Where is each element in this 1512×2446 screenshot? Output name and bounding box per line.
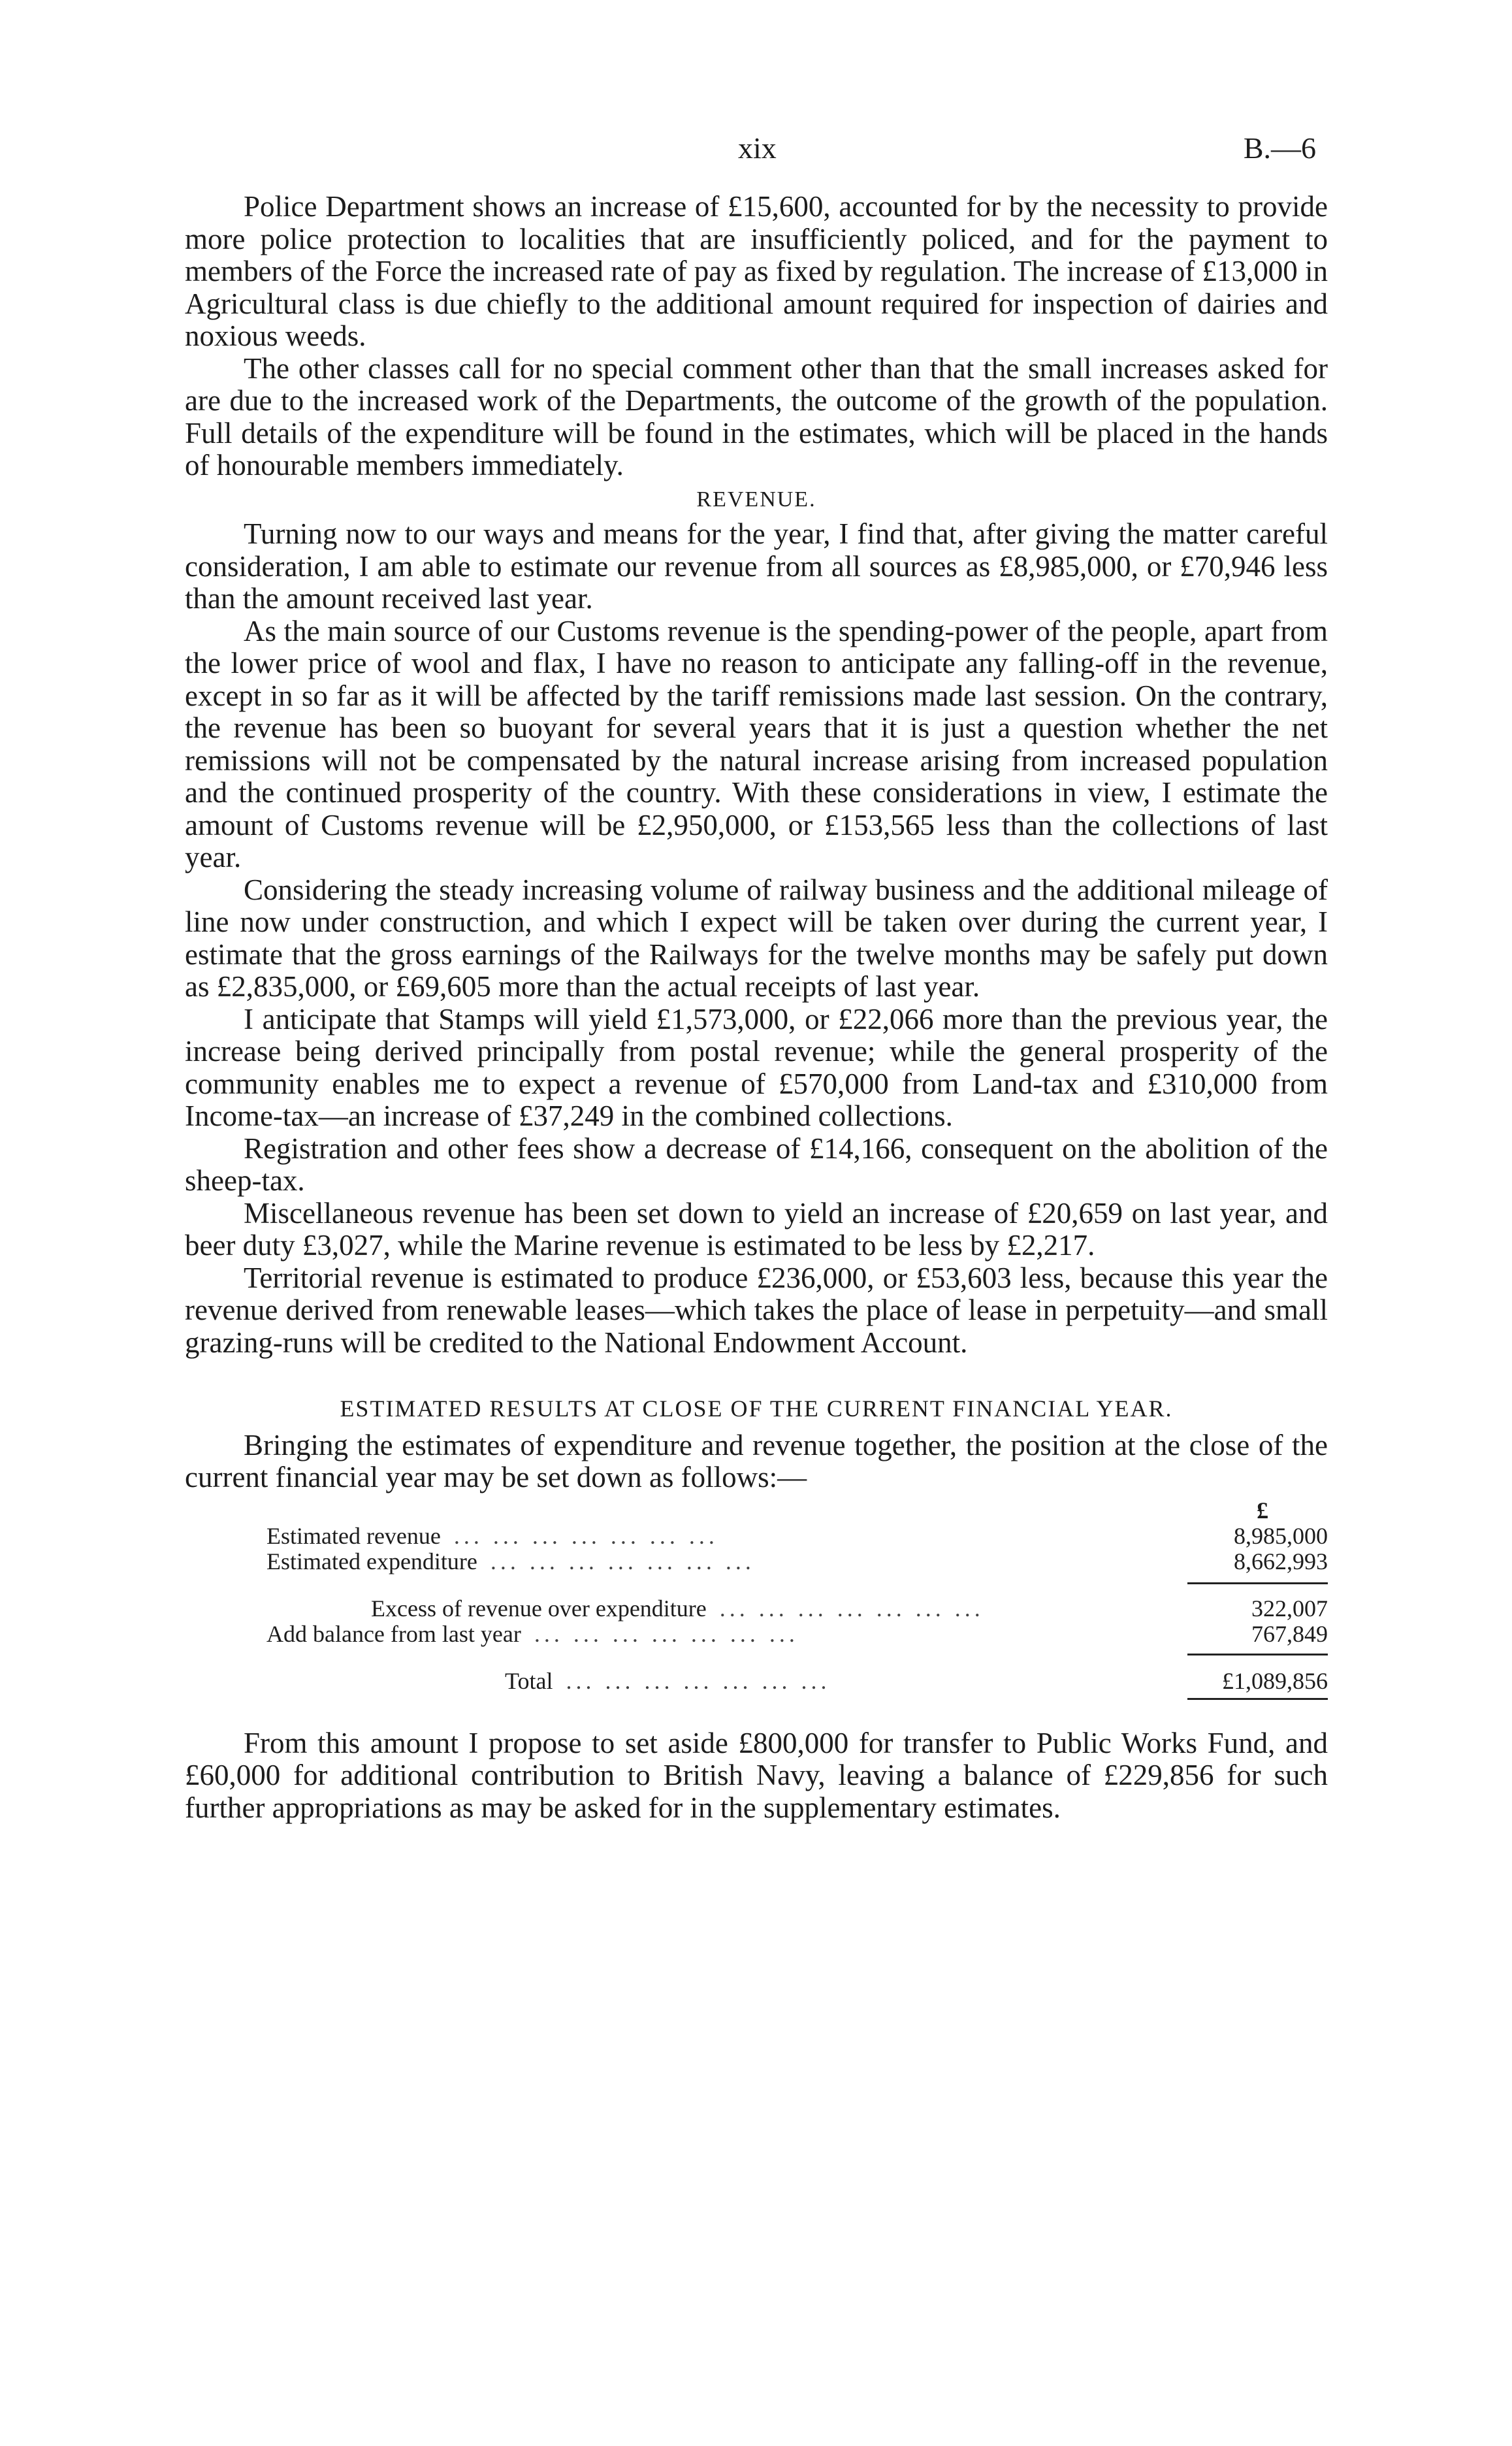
- results-heading: ESTIMATED RESULTS AT CLOSE OF THE CURRENT FINANCIAL YEAR.: [340, 1395, 1173, 1422]
- dot-leader: ... ... ... ... ... ... ...: [566, 1668, 831, 1694]
- paragraph-stamps: I anticipate that Stamps will yield £1,573,000, or £22,066 more than the previous year, the increase being derived principally from postal revenue; while the general prosperity of the community enables me to expect a revenue of £570,000 from Land-tax and £310,000 from Income-tax—an increase of £37,249 in the combined collections.: [185, 1002, 1328, 1132]
- dot-leader: ... ... ... ... ... ... ...: [719, 1595, 984, 1622]
- total-rule: [1187, 1654, 1328, 1655]
- page-number: xix: [738, 131, 777, 165]
- paragraph-customs: As the main source of our Customs revenue is the spending-power of the people, apart from the lower price of wool and flax, I have no reason to anticipate any falling-off in the revenue, except in so far as it will be affected by the tariff remissions made last session. On the contrary, the revenue has been so buoyant for several years that it is just a question whether the net remissions will not be compensated by the natural increase arising from increased population and the continued prosperity of the country. With these considerations in view, I estimate the amount of Customs revenue will be £2,950,000, or £153,565 less than the collections of last year.: [185, 614, 1328, 873]
- excess-label: Excess of revenue over expenditure: [371, 1595, 707, 1622]
- document-reference: B.—6: [1243, 131, 1316, 165]
- financial-statement: [185, 1498, 1328, 1700]
- paragraph-miscellaneous: Miscellaneous revenue has been set down to yield an increase of £20,659 on last year, and beer duty £3,027, while the Marine revenue is estimated to be less by £2,217.: [185, 1196, 1328, 1262]
- excess-row: [185, 1596, 1328, 1622]
- revenue-heading: REVENUE.: [696, 487, 816, 512]
- paragraph-ways-and-means: Turning now to our ways and means for the year, I find that, after giving the matter careful consideration, I am able to estimate our revenue from all sources as £8,985,000, or £70,946 less than the amount received last year.: [185, 517, 1328, 615]
- balance-amount: 767,849: [1251, 1620, 1328, 1647]
- statement-row: [185, 1524, 1328, 1549]
- statement-amount: 8,662,993: [1234, 1548, 1328, 1574]
- paragraph-closing: From this amount I propose to set aside £800,000 for transfer to Public Works Fund, and £60,000 for additional contribution to British Navy, leaving a balance of £229,856 for such further appropriations as may be asked for in the supplementary estimates.: [185, 1726, 1328, 1824]
- excess-amount: 322,007: [1251, 1595, 1328, 1622]
- paragraph-railways: Considering the steady increasing volume of railway business and the additional mileage of line now under construction, and which I expect will be taken over during the current year, I estimate that the gross earnings of the Railways for the twelve months may be safely put down as £2,835,000, or £69,605 more than the actual receipts of last year.: [185, 873, 1328, 1003]
- statement-label: Estimated expenditure: [266, 1548, 477, 1574]
- dot-leader: ... ... ... ... ... ... ...: [534, 1621, 799, 1647]
- document-body: [185, 191, 1328, 1824]
- spacer: [185, 1705, 1328, 1727]
- currency-symbol: £: [1257, 1497, 1268, 1524]
- paragraph-territorial: Territorial revenue is estimated to produce £236,000, or £53,603 less, because this year the revenue derived from renewable leases—which takes the place of lease in perpetuity—and small grazing-runs will be credited to the National Endowment Account.: [185, 1261, 1328, 1359]
- page-header: [0, 131, 1512, 176]
- total-row: [185, 1669, 1328, 1694]
- paragraph-results-intro: Bringing the estimates of expenditure and revenue together, the position at the close of the current financial year may be set down as follows:—: [185, 1428, 1328, 1493]
- total-amount: £1,089,856: [1222, 1667, 1328, 1694]
- section-gap: [185, 1359, 1328, 1393]
- currency-header: [185, 1498, 1328, 1524]
- subtotal-rule: [1187, 1582, 1328, 1584]
- paragraph-other-classes: The other classes call for no special comment other than that the small increases asked for are due to the increased work of the Departments, the outcome of the growth of the population. Full details of the expenditure will be found in the estimates, which will be placed in the hands of honourable members immediately.: [185, 351, 1328, 481]
- balance-row: [185, 1622, 1328, 1647]
- statement-label: Estimated revenue: [266, 1522, 441, 1549]
- balance-label: Add balance from last year: [266, 1620, 521, 1647]
- paragraph-registration: Registration and other fees show a decrease of £14,166, consequent on the abolition of the sheep-tax.: [185, 1132, 1328, 1197]
- paragraph-police: Police Department shows an increase of £15,600, accounted for by the necessity to provide more police protection to localities that are insufficiently policed, and for the payment to members of the Force the increased rate of pay as fixed by regulation. The increase of £13,000 in Agricultural class is due chiefly to the additional amount required for inspection of dairies and noxious weeds.: [185, 190, 1328, 352]
- statement-row: [185, 1549, 1328, 1574]
- statement-amount: 8,985,000: [1234, 1522, 1328, 1549]
- dot-leader: ... ... ... ... ... ... ...: [453, 1523, 718, 1549]
- dot-leader: ... ... ... ... ... ... ...: [490, 1548, 755, 1574]
- total-underline: [1187, 1698, 1328, 1700]
- total-label: Total: [505, 1667, 553, 1694]
